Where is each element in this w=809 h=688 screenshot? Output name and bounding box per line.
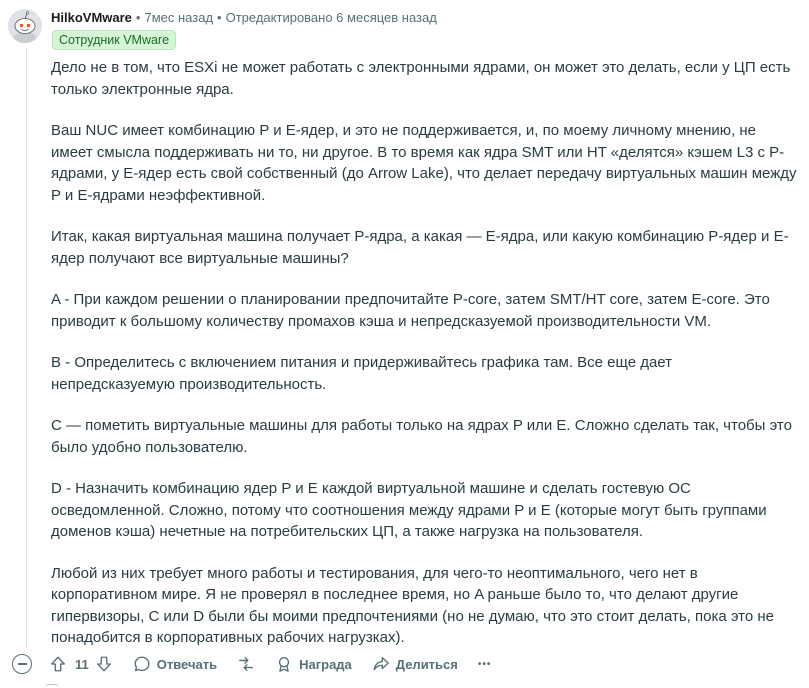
award-label: Награда (299, 656, 352, 672)
comment-paragraph: D - Назначить комбинацию ядер P и E каждой виртуальной машине и сделать гостевую ОС осведомленной. Сложно, потому что соотношения между ядрами P и E (которые могут быть группами доменов кэша) нечетные на потребительских ЦП, а также нагрузка на пользователя. (51, 480, 767, 540)
comment-action-bar (12, 652, 511, 676)
avatar[interactable] (8, 9, 42, 43)
upvote-icon[interactable] (49, 655, 67, 673)
award-button[interactable] (275, 655, 352, 673)
comment-paragraph: A - При каждом решении о планировании предпочитайте P-core, затем SMT/HT core, затем E-core. Это приводит к большому количеству промахов кэша и непредсказуемой производительности VM. (51, 291, 770, 330)
downvote-icon[interactable] (95, 655, 113, 673)
reply-label: Отвечать (156, 656, 218, 672)
award-icon (275, 655, 293, 673)
share-button[interactable] (372, 655, 458, 673)
separator-dot: • (217, 10, 222, 25)
share-icon (372, 655, 390, 673)
comment-paragraph: B - Определитесь с включением питания и придерживайтесь графика там. Все еще дает непредсказуемую производительность. (51, 354, 673, 393)
separator-dot: • (135, 10, 141, 25)
comment-paragraph: Дело не в том, что ESXi не может работать с электронными ядрами, он может это делать, если у ЦП есть только электронные ядра. (51, 59, 791, 98)
more-options-button[interactable] (478, 659, 492, 670)
comment-paragraph: Любой из них требует много работы и тестирования, для чего-то неоптимального, чего нет в корпоративном мире. Я не проверял в последнее время, но A раньше было то, что делают другие гипервизоры, C или D были бы моими предпочтениями (но не думаю, что это стоит делать, пока это не понадобится в корпоративных рабочих нагрузках). (51, 564, 775, 646)
comment-paragraph: Ваш NUC имеет комбинацию P и E-ядер, и это не поддерживается, и, по моему личному мнению, не имеет смысла поддерживать ни то, ни другое. В то время как ядра SMT или HT «делятся» кэшем L3 с P-ядрами, у E-ядер есть свой собственный (до Arrow Lake), что делает передачу виртуальных машин между P и E-ядрами неэффективной. (51, 122, 797, 204)
vote-group (49, 655, 113, 673)
edited-label: Отредактировано 6 месяцев назад (225, 10, 437, 25)
comment-time[interactable]: 7мес назад (144, 10, 214, 25)
comment-bubble-icon (133, 655, 151, 673)
reply-button[interactable] (133, 655, 217, 673)
comment-body (51, 57, 799, 669)
comment-paragraph: C — пометить виртуальные машины для работы только на ядрах P или E. Сложно сделать так, чтобы это было удобно пользователю. (51, 417, 792, 456)
reddit-alien-avatar-icon (8, 9, 42, 43)
more-options-icon: ••• (477, 658, 492, 670)
next-thread-line (45, 684, 59, 688)
vote-score: 11 (75, 656, 89, 672)
comment-header (51, 10, 437, 25)
user-flair: Сотрудник VMware (52, 30, 176, 50)
share-label: Делиться (395, 656, 458, 672)
thread-line (26, 48, 27, 648)
comment-paragraph: Итак, какая виртуальная машина получает P-ядра, а какая — E-ядра, или какую комбинацию P-ядер и E-ядер получают все виртуальные машины? (51, 228, 789, 267)
username[interactable]: HilkoVMware (51, 10, 132, 25)
crosspost-button[interactable] (237, 655, 255, 673)
collapse-thread-button[interactable] (12, 654, 32, 674)
crosspost-icon (237, 655, 255, 673)
